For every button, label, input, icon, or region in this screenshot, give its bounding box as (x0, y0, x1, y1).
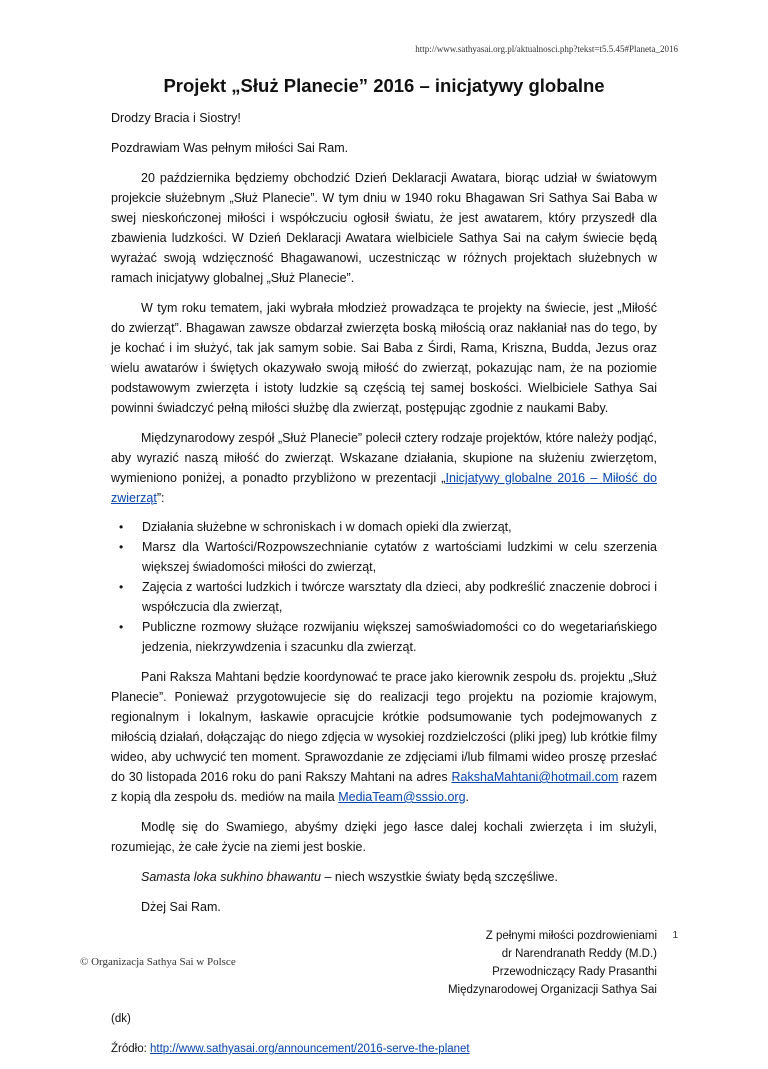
paragraph-4-mid: razem z kopią dla zespołu ds. mediów na maila (111, 770, 658, 804)
signature-line: Przewodniczący Rady Prasanthi (492, 966, 657, 978)
paragraph-6 (111, 867, 657, 887)
document-body (111, 108, 657, 1069)
email-link-mediateam[interactable]: MediaTeam@sssio.org (338, 790, 466, 804)
paragraph-3-text: Międzynarodowy zespół „Służ Planecie” polecił cztery rodzaje projektów, które należy podjąć, aby wyrazić naszą miłość do zwierząt. Wskazane działania, skupione na służeniu zwierzętom, wymieniono poniżej, a ponadto przybliżono w prezentacji „ (111, 431, 657, 485)
sanskrit-phrase: Samasta loka sukhino bhawantu (141, 870, 321, 884)
page-header-url: http://www.sathyasai.org.pl/aktualnosci.php?tekst=t5.5.45#Planeta_2016 (415, 44, 678, 54)
paragraph-4 (111, 667, 657, 807)
translator-initials: (dk) (111, 1013, 131, 1025)
source-label: Źródło: (111, 1043, 150, 1055)
signature-line: Międzynarodowej Organizacji Sathya Sai (447, 984, 657, 996)
presentation-link[interactable]: Inicjatywy globalne 2016 – Miłość do zwierząt (111, 471, 657, 505)
list-item: • Zajęcia z wartości ludzkich i twórcze warsztaty dla dzieci, aby podkreślić znaczenie dobroci i współczucia dla zwierząt, (142, 577, 657, 617)
source-line (111, 1039, 657, 1059)
signature-line: dr Narendranath Reddy (M.D.) (501, 948, 657, 960)
paragraph-6-rest: – niech wszystkie światy będą szczęśliwe. (320, 870, 558, 884)
paragraph-5: Modlę się do Swamiego, abyśmy dzięki jego łasce dalej kochali zwierzęta i im służyli, rozumiejąc, że całe życie na ziemi jest boskie. (111, 820, 657, 854)
list-item: • Marsz dla Wartości/Rozpowszechnianie cytatów z wartościami ludzkimi w celu szerzenia większej świadomości miłości do zwierząt, (142, 537, 657, 577)
page-number: 1 (672, 930, 678, 941)
list-item: • Działania służebne w schroniskach i w domach opieki dla zwierząt, (142, 517, 657, 537)
paragraph-4-end: . (465, 790, 470, 804)
list-item: • Publiczne rozmowy służące rozwijaniu większej samoświadomości co do wegetariańskiego jedzenia, niekrzywdzenia i szacunku dla zwierząt. (142, 617, 657, 657)
page-title: Projekt „Służ Planecie” 2016 – inicjatywy globalne (163, 75, 605, 96)
page-footer: © Organizacja Sathya Sai w Polsce (80, 956, 236, 968)
project-list (111, 517, 657, 657)
paragraph-3 (111, 428, 657, 508)
source-link[interactable]: http://www.sathyasai.org/announcement/2016-serve-the-planet (150, 1043, 470, 1055)
signature-line: Z pełnymi miłości pozdrowieniami (485, 930, 657, 942)
closing: Dżej Sai Ram. (141, 900, 221, 914)
paragraph-4-text: Pani Raksza Mahtani będzie koordynować te prace jako kierownik zespołu ds. projektu „Służ Planecie”. Ponieważ przygotowujecie się do realizacji tego projektu na poziomie krajowym, regionalnym i lokalnym, łaskawie opracujcie krótkie podsumowanie tych podejmowanych z miłością działań, dołączając do niego zdjęcia w wysokiej rozdzielczości (pliki jpeg) lub krótkie filmy wideo, aby uchwycić ten moment. Sprawozdanie ze zdjęciami i/lub filmami wideo proszę przesłać do 30 listopada 2016 roku do pani Rakszy Mahtani na adres (111, 670, 657, 784)
paragraph-2: W tym roku tematem, jaki wybrała młodzież prowadząca te projekty na świecie, jest „Miłość do zwierząt”. Bhagawan zawsze obdarzał zwierzęta boską miłością oraz nakłaniał nas do tego, by je kochać i im służyć, tak jak samym sobie. Sai Baba z Śirdi, Rama, Kriszna, Budda, Jezus oraz wielu awatarów i świętych okazywało swoją miłość do zwierząt, pokazując nam, że na poziomie podstawowym zwierzęta i istoty ludzkie są częścią tej samej boskości. Wielbiciele Sathya Sai powinni świadczyć pełną miłości służbę dla zwierząt, postępując zgodnie z naukami Baby. (111, 301, 657, 415)
paragraph-1: 20 października będziemy obchodzić Dzień Deklaracji Awatara, biorąc udział w światowym projekcie służebnym „Służ Planecie”. W tym dniu w 1940 roku Bhagawan Sri Sathya Sai Baba w swej nieskończonej miłości i współczuciu ogłosił światu, że jest awatarem, który przyszedł dla zbawienia ludzkości. W Dzień Deklaracji Awatara wielbiciele Sathya Sai na całym świecie będą wyrażać swoją wdzięczność Bhagawanowi, uczestnicząc w różnych projektach służebnych w ramach inicjatywy globalnej „Służ Planecie”. (111, 171, 657, 285)
greeting: Drodzy Bracia i Siostry! (111, 111, 241, 125)
salutation: Pozdrawiam Was pełnym miłości Sai Ram. (111, 141, 349, 155)
paragraph-3-end: ”: (156, 491, 165, 505)
email-link-raksha[interactable]: RakshaMahtani@hotmail.com (451, 770, 619, 784)
